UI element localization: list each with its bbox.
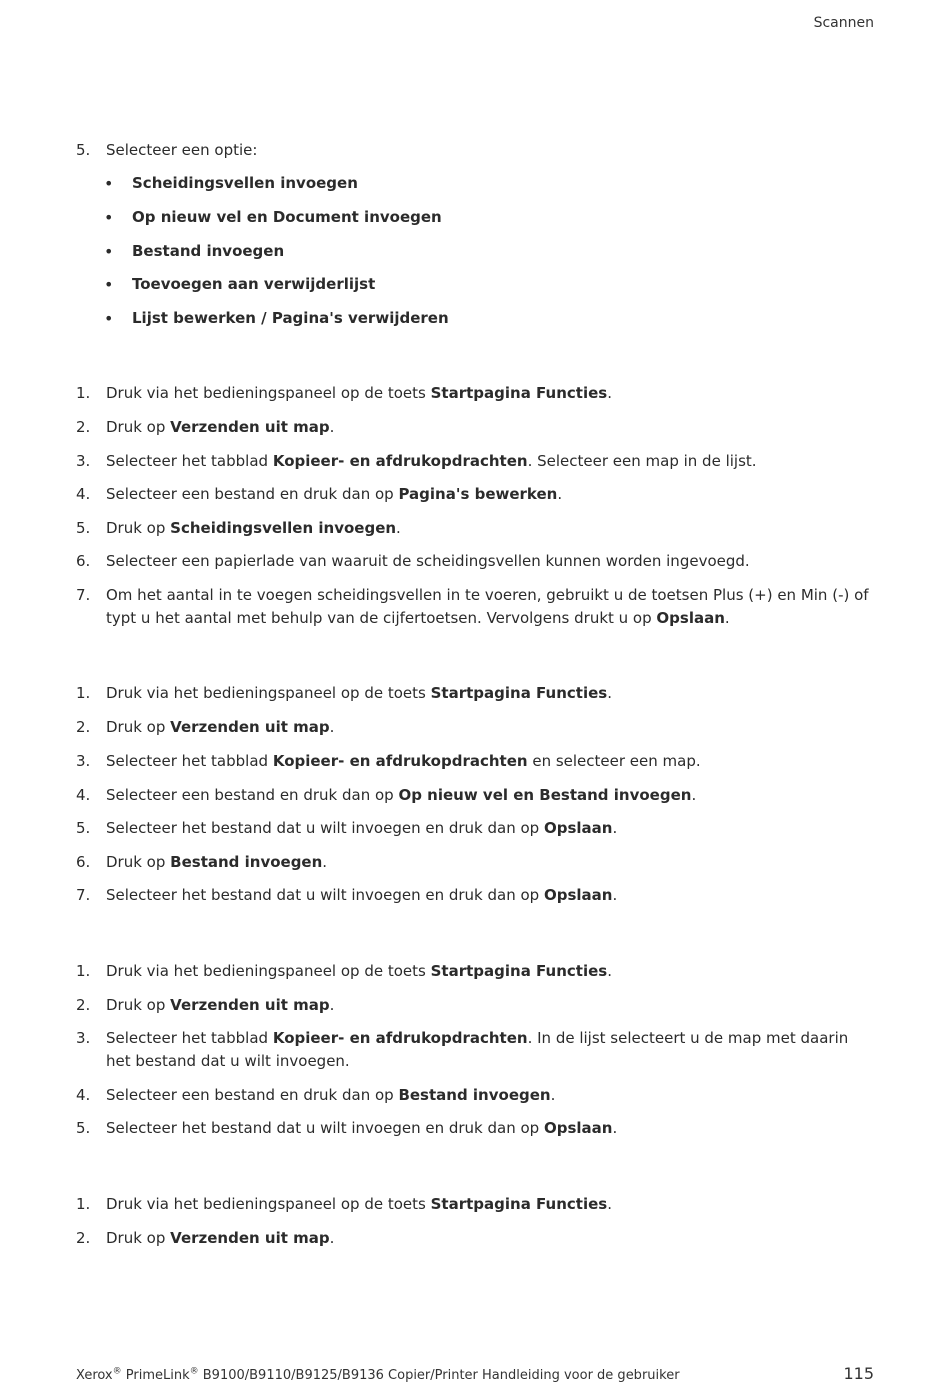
step-number: 3. (76, 452, 91, 470)
step-text: Selecteer het tabblad Kopieer- en afdrukopdrachten en selecteer een map. (106, 752, 701, 770)
bullet-icon: • (104, 309, 114, 328)
option-item (104, 240, 804, 263)
step-number: 1. (76, 1195, 91, 1213)
ui-term: Startpagina Functies (430, 1195, 608, 1213)
bullet-icon: • (104, 208, 114, 227)
footer-title (76, 1364, 680, 1387)
step-item (76, 1027, 876, 1073)
ui-term: Verzenden uit map (170, 996, 330, 1014)
step-text: Om het aantal in te voegen scheidingsvellen in te voeren, gebruikt u de toetsen Plus (+) en Min (-) of typt u het aantal met behulp van de cijfertoetsen. Vervolgens drukt u op Opslaan. (106, 586, 869, 627)
step-item (76, 1117, 876, 1140)
step-text: Selecteer het bestand dat u wilt invoegen en druk dan op Opslaan. (106, 819, 618, 837)
step-item (76, 1227, 876, 1250)
footer-brand: Xerox (76, 1368, 113, 1383)
ui-term: Op nieuw vel en Bestand invoegen (398, 786, 692, 804)
step-number: 1. (76, 962, 91, 980)
step-number: 2. (76, 418, 91, 436)
footer-reg-mark: ® (112, 1366, 122, 1377)
step-text: Druk via het bedieningspaneel op de toets Startpagina Functies. (106, 684, 612, 702)
step-text: Druk op Scheidingsvellen invoegen. (106, 519, 401, 537)
step-number: 7. (76, 886, 91, 904)
step-number: 5. (76, 519, 91, 537)
step-item (76, 483, 876, 506)
option-item (104, 273, 804, 296)
running-header: Scannen (813, 15, 874, 31)
ui-term: Verzenden uit map (170, 418, 330, 436)
option-item (104, 172, 804, 195)
step-item (76, 450, 876, 473)
step-item (76, 517, 876, 540)
option-label: Op nieuw vel en Document invoegen (132, 208, 442, 226)
step-number: 5. (76, 1119, 91, 1137)
ui-term: Kopieer- en afdrukopdrachten (272, 452, 528, 470)
step-item (76, 784, 876, 807)
ui-term: Bestand invoegen (398, 1086, 551, 1104)
step-text: Selecteer een bestand en druk dan op Bestand invoegen. (106, 1086, 556, 1104)
step-number: 2. (76, 996, 91, 1014)
step-item (76, 960, 876, 983)
ui-term: Startpagina Functies (430, 962, 608, 980)
step-text: Druk op Verzenden uit map. (106, 996, 335, 1014)
step-item (76, 416, 876, 439)
step-number: 4. (76, 1086, 91, 1104)
option-label: Bestand invoegen (132, 242, 285, 260)
step-text: Druk via het bedieningspaneel op de toets Startpagina Functies. (106, 384, 612, 402)
step-item (76, 716, 876, 739)
step-text: Selecteer het tabblad Kopieer- en afdrukopdrachten. Selecteer een map in de lijst. (106, 452, 757, 470)
ui-term: Kopieer- en afdrukopdrachten (272, 752, 528, 770)
step-number: 2. (76, 718, 91, 736)
step-text: Selecteer een bestand en druk dan op Pagina's bewerken. (106, 485, 563, 503)
ui-term: Startpagina Functies (430, 384, 608, 402)
footer-model-text: B9100/B9110/B9125/B9136 Copier/Printer Handleiding voor de gebruiker (198, 1368, 680, 1383)
step-number: 1. (76, 384, 91, 402)
step-number: 5. (76, 141, 91, 159)
ui-term: Pagina's bewerken (398, 485, 558, 503)
step-text: Selecteer het bestand dat u wilt invoegen en druk dan op Opslaan. (106, 886, 618, 904)
ui-term: Opslaan (543, 819, 613, 837)
step-item (76, 994, 876, 1017)
step-item (76, 382, 876, 405)
footer-product: PrimeLink (121, 1368, 190, 1383)
page-number: 115 (843, 1364, 874, 1383)
step-item (76, 884, 876, 907)
ui-term: Startpagina Functies (430, 684, 608, 702)
ui-term: Opslaan (543, 886, 613, 904)
step-number: 6. (76, 552, 91, 570)
footer-reg-mark: ® (189, 1366, 199, 1377)
ui-term: Scheidingsvellen invoegen (170, 519, 397, 537)
option-label: Scheidingsvellen invoegen (132, 174, 358, 192)
step-text: Druk op Verzenden uit map. (106, 718, 335, 736)
step-text: Druk op Verzenden uit map. (106, 418, 335, 436)
step-text: Selecteer het tabblad Kopieer- en afdrukopdrachten. In de lijst selecteert u de map met daarin het bestand dat u wilt invoegen. (106, 1029, 849, 1070)
step-number: 2. (76, 1229, 91, 1247)
step-item (76, 1084, 876, 1107)
step-number: 4. (76, 786, 91, 804)
step-number: 3. (76, 1029, 91, 1047)
bullet-icon: • (104, 242, 114, 261)
step-number: 7. (76, 586, 91, 604)
step-text: Druk via het bedieningspaneel op de toets Startpagina Functies. (106, 962, 612, 980)
ui-term: Opslaan (543, 1119, 613, 1137)
ui-term: Verzenden uit map (170, 718, 330, 736)
ui-term: Bestand invoegen (170, 853, 323, 871)
step-item (76, 817, 876, 840)
step-text: Selecteer een optie: (106, 141, 258, 159)
option-item (104, 307, 804, 330)
step-text: Selecteer het bestand dat u wilt invoegen en druk dan op Opslaan. (106, 1119, 618, 1137)
step-item (76, 584, 876, 630)
ui-term: Kopieer- en afdrukopdrachten (272, 1029, 528, 1047)
step-item (76, 550, 876, 573)
bullet-icon: • (104, 275, 114, 294)
step-number: 1. (76, 684, 91, 702)
step-number: 4. (76, 485, 91, 503)
step-number: 3. (76, 752, 91, 770)
step-item (76, 750, 876, 773)
step-text: Druk op Bestand invoegen. (106, 853, 328, 871)
step-number: 6. (76, 853, 91, 871)
step-text: Druk via het bedieningspaneel op de toets Startpagina Functies. (106, 1195, 612, 1213)
step-item (76, 1193, 876, 1216)
step-text: Druk op Verzenden uit map. (106, 1229, 335, 1247)
intro-step (76, 139, 876, 162)
option-label: Toevoegen aan verwijderlijst (132, 275, 376, 293)
step-text: Selecteer een bestand en druk dan op Op nieuw vel en Bestand invoegen. (106, 786, 697, 804)
step-text: Selecteer een papierlade van waaruit de scheidingsvellen kunnen worden ingevoegd. (106, 552, 750, 570)
step-item (76, 682, 876, 705)
ui-term: Verzenden uit map (170, 1229, 330, 1247)
option-item (104, 206, 804, 229)
option-label: Lijst bewerken / Pagina's verwijderen (132, 309, 449, 327)
ui-term: Opslaan (656, 609, 725, 627)
bullet-icon: • (104, 174, 114, 193)
step-item (76, 851, 876, 874)
step-number: 5. (76, 819, 91, 837)
